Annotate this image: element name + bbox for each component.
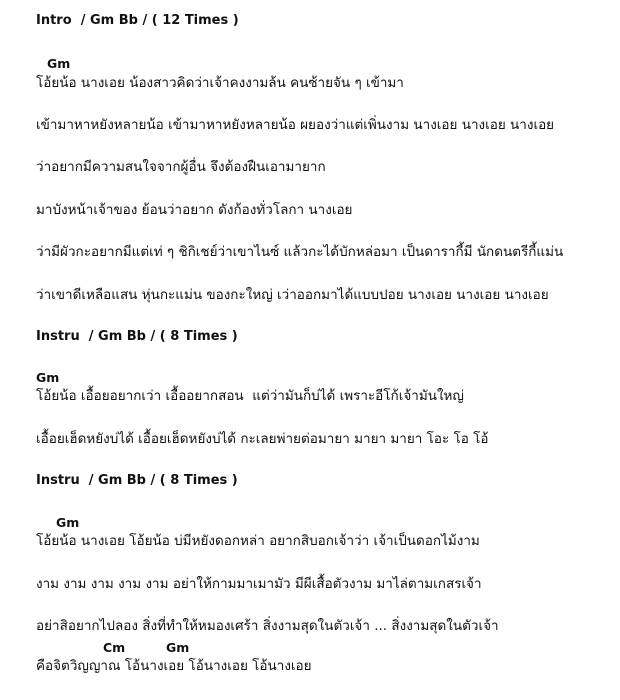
lyric-line: เอื้อยเฮ็ดหยังบ่ได้ เอื้อยเฮ็ดหยังบ่ได้ กะเลยพ่ายต่อมายา มายา มายา โอะ โอ โอ้ [36,431,489,447]
lyric-line: คือจิตวิญญาณ โอ้นางเอย โอ้นางเอย โอ้นางเอย [36,658,312,674]
lyric-line: โอ้ยน้อ นางเอย โอ้ยน้อ บ่มีหยังดอกหล่า อยากสิบอกเจ้าว่า เจ้าเป็นดอกไม้งาม [36,533,480,549]
chord-gm: Gm [56,515,80,530]
lyric-line: โอ้ยน้อ นางเอย น้องสาวคิดว่าเจ้าคงงามล้น คนซ้ายจัน ๆ เข้ามา [36,75,404,91]
chord-gm: Gm [36,370,60,385]
intro-header: Intro / Gm Bb / ( 12 Times ) [36,13,239,28]
instru-header: Instru / Gm Bb / ( 8 Times ) [36,329,238,344]
lyric-line: เข้ามาหาหยังหลายน้อ เข้ามาหาหยังหลายน้อ ผยองว่าแต่เพิ่นงาม นางเอย นางเอย นางเอย [36,117,555,133]
lyric-line: โอ้ยน้อ เอื้อยอยากเว่า เอื้ออยากสอน แต่ว่ามันก็บ่ได้ เพราะอีโก้เจ้ามันใหญ่ [36,388,464,404]
lyric-line: ว่ามีผัวกะอยากมีแต่เท่ ๆ ชิกิเชย์ว่าเขาไนซ์ แล้วกะได้บักหล่อมา เป็นดารากี้มี นักดนตรีกี้แม่น [36,244,564,260]
lyric-line: งาม งาม งาม งาม งาม อย่าให้กามมาเมามัว มีผีเสื้อตัวงาม มาไล่ตามเกสรเจ้า [36,576,482,592]
lyric-line: ว่าอยากมีความสนใจจากผู้อื่น จึงต้องฝืนเอามายาก [36,159,326,175]
instru-header: Instru / Gm Bb / ( 8 Times ) [36,473,238,488]
lyric-line: ว่าเขาดีเหลือแสน หุ่นกะแม่น ของกะใหญ่ เว่าออกมาได้แบบปอย นางเอย นางเอย นางเอย [36,287,549,303]
chord-cm: Cm [103,640,126,655]
chord-gm: Gm [166,640,190,655]
lyric-line: อย่าสิอยากไปลอง สิ่งที่ทำให้หมองเศร้า สิ่งงามสุดในตัวเจ้า ... สิ่งงามสุดในตัวเจ้า [36,618,499,634]
chord-gm: Gm [47,56,71,71]
lyric-line: มาบังหน้าเจ้าของ ย้อนว่าอยาก ดังก้องทั่วโลกา นางเอย [36,202,353,218]
